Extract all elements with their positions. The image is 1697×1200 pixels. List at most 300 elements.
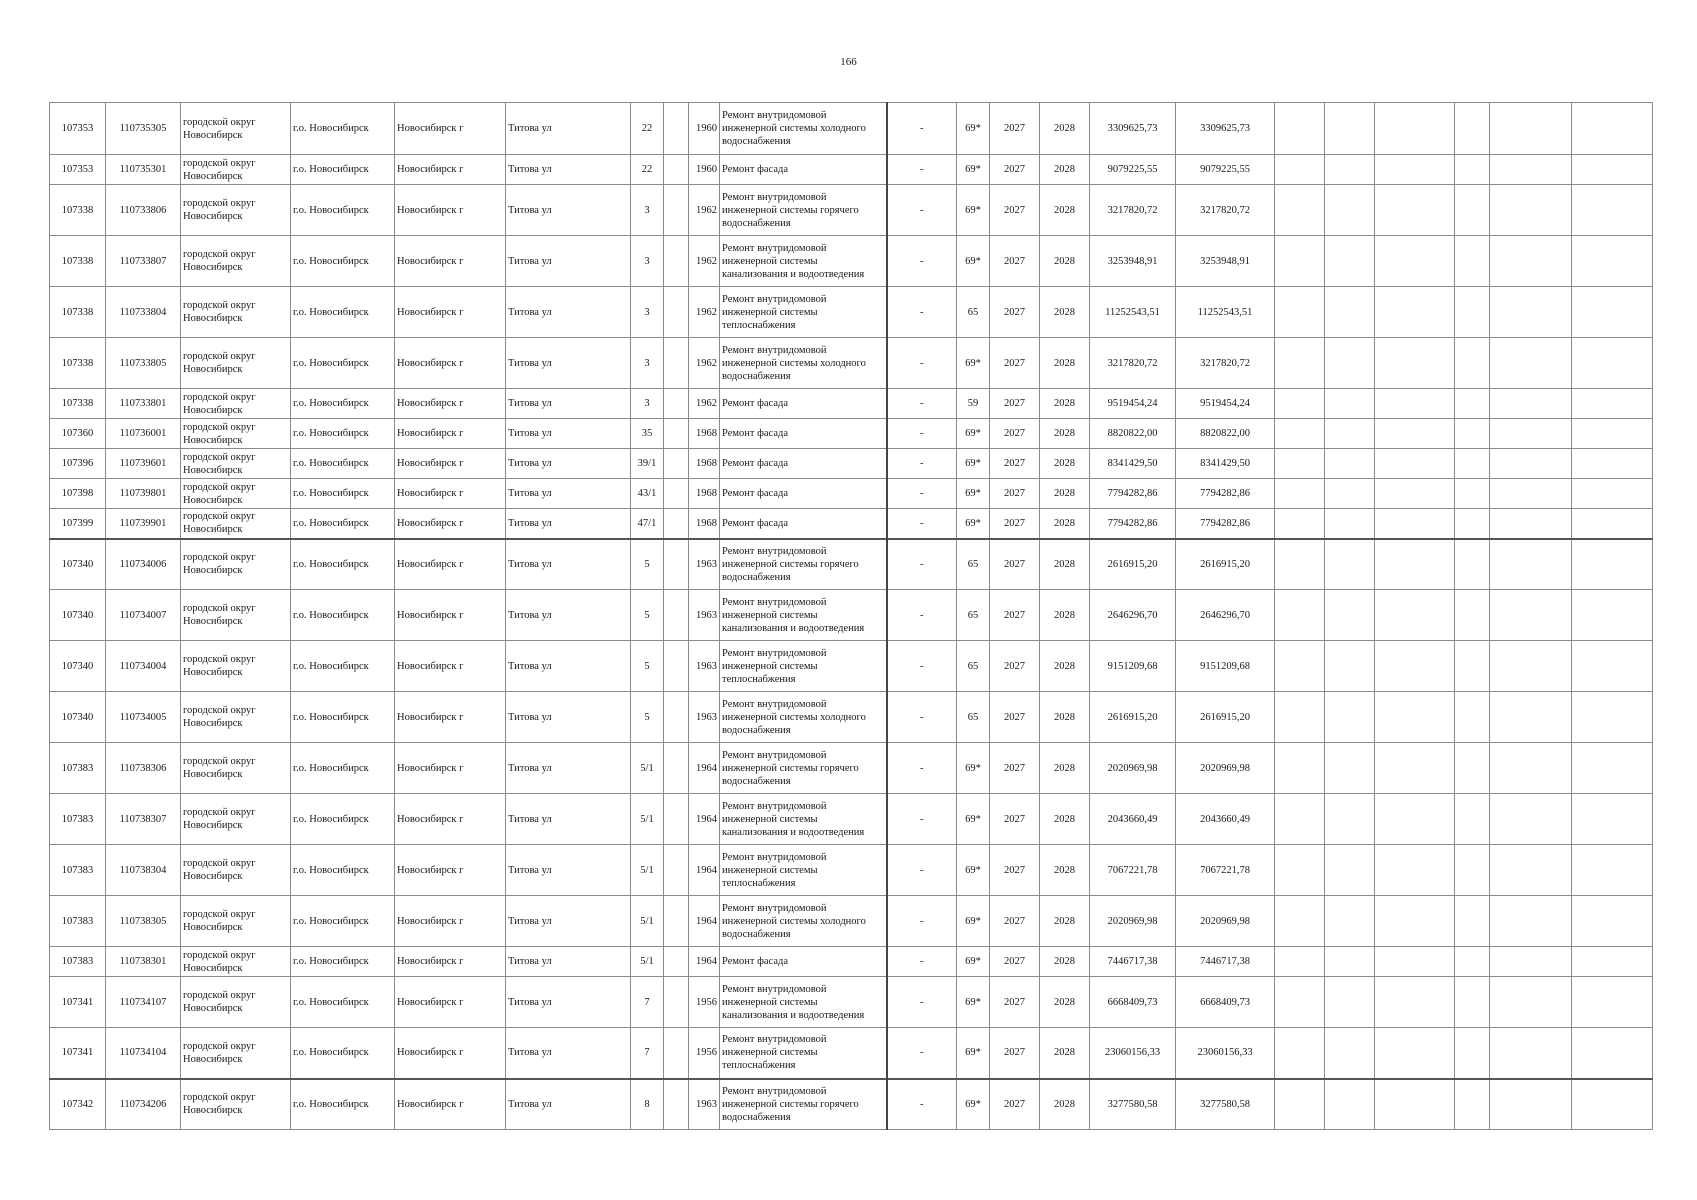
row-year-end: 2028 — [1040, 419, 1090, 449]
row-empty-cell — [1455, 692, 1490, 743]
row-municipality: городской округ Новосибирск — [181, 287, 291, 338]
row-year-start: 2027 — [990, 103, 1040, 155]
row-empty-cell — [1375, 539, 1455, 590]
row-empty-cell — [1275, 539, 1325, 590]
row-cost-total: 9079225,55 — [1090, 155, 1176, 185]
row-cost-fund: 7446717,38 — [1176, 947, 1275, 977]
row-house: 7 — [631, 1028, 664, 1079]
row-work: Ремонт внутридомовой инженерной системы холодного водоснабжения — [720, 103, 887, 155]
row-work: Ремонт внутридомовой инженерной системы теплоснабжения — [720, 845, 887, 896]
row-district: г.о. Новосибирск — [291, 185, 395, 236]
row-house: 8 — [631, 1079, 664, 1130]
row-work: Ремонт фасада — [720, 389, 887, 419]
row-street: Титова ул — [506, 419, 631, 449]
row-municipality: городской округ Новосибирск — [181, 103, 291, 155]
row-district: г.о. Новосибирск — [291, 794, 395, 845]
row-empty-cell — [1375, 509, 1455, 539]
table-row — [50, 539, 1653, 590]
row-cost-total: 7446717,38 — [1090, 947, 1176, 977]
row-cost-total: 3309625,73 — [1090, 103, 1176, 155]
row-empty-cell — [1325, 692, 1375, 743]
row-district: г.о. Новосибирск — [291, 479, 395, 509]
row-wear: 69* — [957, 896, 990, 947]
row-empty-cell — [1375, 692, 1455, 743]
row-empty-cell — [1490, 155, 1572, 185]
row-cost-fund: 11252543,51 — [1176, 287, 1275, 338]
table-row — [50, 641, 1653, 692]
row-wear: 59 — [957, 389, 990, 419]
row-empty-cell — [1572, 389, 1653, 419]
row-empty-cell — [1375, 185, 1455, 236]
row-dash: - — [887, 1079, 957, 1130]
row-municipality: городской округ Новосибирск — [181, 479, 291, 509]
row-korpus — [664, 692, 689, 743]
row-year-start: 2027 — [990, 590, 1040, 641]
row-code: 107342 — [50, 1079, 106, 1130]
row-dash: - — [887, 743, 957, 794]
row-code: 107399 — [50, 509, 106, 539]
row-empty-cell — [1455, 947, 1490, 977]
row-municipality: городской округ Новосибирск — [181, 185, 291, 236]
row-work: Ремонт внутридомовой инженерной системы канализования и водоотведения — [720, 794, 887, 845]
row-dash: - — [887, 479, 957, 509]
row-dash: - — [887, 449, 957, 479]
row-house: 3 — [631, 338, 664, 389]
row-dash: - — [887, 641, 957, 692]
row-object-id: 110734006 — [106, 539, 181, 590]
row-empty-cell — [1455, 103, 1490, 155]
row-work: Ремонт внутридомовой инженерной системы холодного водоснабжения — [720, 338, 887, 389]
row-district: г.о. Новосибирск — [291, 692, 395, 743]
row-year: 1968 — [689, 419, 720, 449]
table-row — [50, 236, 1653, 287]
row-empty-cell — [1572, 236, 1653, 287]
row-city: Новосибирск г — [395, 896, 506, 947]
row-cost-total: 7794282,86 — [1090, 479, 1176, 509]
row-district: г.о. Новосибирск — [291, 1028, 395, 1079]
row-cost-total: 2616915,20 — [1090, 539, 1176, 590]
row-street: Титова ул — [506, 338, 631, 389]
row-empty-cell — [1325, 641, 1375, 692]
row-code: 107341 — [50, 977, 106, 1028]
row-cost-fund: 3217820,72 — [1176, 338, 1275, 389]
row-city: Новосибирск г — [395, 692, 506, 743]
row-street: Титова ул — [506, 692, 631, 743]
row-korpus — [664, 103, 689, 155]
row-city: Новосибирск г — [395, 743, 506, 794]
row-empty-cell — [1572, 509, 1653, 539]
row-empty-cell — [1455, 794, 1490, 845]
row-year: 1962 — [689, 338, 720, 389]
row-district: г.о. Новосибирск — [291, 419, 395, 449]
row-code: 107338 — [50, 236, 106, 287]
row-year-start: 2027 — [990, 692, 1040, 743]
row-empty-cell — [1275, 509, 1325, 539]
row-street: Титова ул — [506, 185, 631, 236]
row-year-start: 2027 — [990, 287, 1040, 338]
row-empty-cell — [1455, 479, 1490, 509]
row-year: 1956 — [689, 1028, 720, 1079]
row-object-id: 110738307 — [106, 794, 181, 845]
row-empty-cell — [1490, 287, 1572, 338]
row-dash: - — [887, 338, 957, 389]
row-object-id: 110734104 — [106, 1028, 181, 1079]
row-empty-cell — [1275, 845, 1325, 896]
row-object-id: 110739801 — [106, 479, 181, 509]
row-wear: 69* — [957, 509, 990, 539]
row-empty-cell — [1375, 1028, 1455, 1079]
row-cost-fund: 7067221,78 — [1176, 845, 1275, 896]
row-year-end: 2028 — [1040, 287, 1090, 338]
row-street: Титова ул — [506, 977, 631, 1028]
row-dash: - — [887, 185, 957, 236]
row-empty-cell — [1325, 896, 1375, 947]
row-year-start: 2027 — [990, 743, 1040, 794]
row-year: 1963 — [689, 590, 720, 641]
row-empty-cell — [1375, 1079, 1455, 1130]
row-empty-cell — [1275, 479, 1325, 509]
row-empty-cell — [1572, 155, 1653, 185]
row-cost-total: 2616915,20 — [1090, 692, 1176, 743]
row-district: г.о. Новосибирск — [291, 155, 395, 185]
row-empty-cell — [1275, 977, 1325, 1028]
row-empty-cell — [1490, 509, 1572, 539]
row-cost-fund: 8820822,00 — [1176, 419, 1275, 449]
row-municipality: городской округ Новосибирск — [181, 236, 291, 287]
row-city: Новосибирск г — [395, 845, 506, 896]
row-year-start: 2027 — [990, 977, 1040, 1028]
row-cost-fund: 3217820,72 — [1176, 185, 1275, 236]
row-cost-fund: 3253948,91 — [1176, 236, 1275, 287]
row-year-start: 2027 — [990, 479, 1040, 509]
row-empty-cell — [1375, 590, 1455, 641]
row-empty-cell — [1325, 185, 1375, 236]
row-city: Новосибирск г — [395, 509, 506, 539]
row-empty-cell — [1490, 236, 1572, 287]
table-row — [50, 896, 1653, 947]
row-cost-fund: 9151209,68 — [1176, 641, 1275, 692]
row-street: Титова ул — [506, 287, 631, 338]
row-wear: 69* — [957, 1028, 990, 1079]
row-work: Ремонт фасада — [720, 419, 887, 449]
row-empty-cell — [1375, 641, 1455, 692]
row-empty-cell — [1375, 236, 1455, 287]
row-municipality: городской округ Новосибирск — [181, 845, 291, 896]
row-work: Ремонт внутридомовой инженерной системы горячего водоснабжения — [720, 1079, 887, 1130]
row-cost-fund: 2646296,70 — [1176, 590, 1275, 641]
row-work: Ремонт внутридомовой инженерной системы канализования и водоотведения — [720, 977, 887, 1028]
row-code: 107396 — [50, 449, 106, 479]
row-object-id: 110734206 — [106, 1079, 181, 1130]
table-row — [50, 185, 1653, 236]
row-code: 107383 — [50, 896, 106, 947]
row-code: 107353 — [50, 155, 106, 185]
table-row — [50, 845, 1653, 896]
row-house: 5 — [631, 692, 664, 743]
row-empty-cell — [1490, 389, 1572, 419]
row-work: Ремонт внутридомовой инженерной системы канализования и водоотведения — [720, 590, 887, 641]
row-house: 5/1 — [631, 896, 664, 947]
row-city: Новосибирск г — [395, 338, 506, 389]
row-house: 3 — [631, 287, 664, 338]
row-empty-cell — [1325, 1079, 1375, 1130]
row-street: Титова ул — [506, 236, 631, 287]
row-empty-cell — [1455, 590, 1490, 641]
row-municipality: городской округ Новосибирск — [181, 1028, 291, 1079]
row-empty-cell — [1325, 947, 1375, 977]
row-municipality: городской округ Новосибирск — [181, 794, 291, 845]
row-work: Ремонт фасада — [720, 155, 887, 185]
row-cost-total: 2043660,49 — [1090, 794, 1176, 845]
row-empty-cell — [1375, 743, 1455, 794]
row-object-id: 110739901 — [106, 509, 181, 539]
row-year: 1960 — [689, 155, 720, 185]
row-object-id: 110733806 — [106, 185, 181, 236]
row-cost-fund: 9079225,55 — [1176, 155, 1275, 185]
row-cost-total: 3217820,72 — [1090, 185, 1176, 236]
row-empty-cell — [1275, 692, 1325, 743]
row-year-start: 2027 — [990, 389, 1040, 419]
row-object-id: 110733801 — [106, 389, 181, 419]
row-wear: 69* — [957, 338, 990, 389]
row-object-id: 110738301 — [106, 947, 181, 977]
table-body — [50, 103, 1653, 1130]
row-wear: 65 — [957, 590, 990, 641]
row-city: Новосибирск г — [395, 185, 506, 236]
row-city: Новосибирск г — [395, 947, 506, 977]
row-cost-total: 6668409,73 — [1090, 977, 1176, 1028]
row-empty-cell — [1490, 539, 1572, 590]
page-number: 166 — [840, 56, 857, 68]
row-empty-cell — [1325, 479, 1375, 509]
row-code: 107338 — [50, 185, 106, 236]
row-year: 1964 — [689, 794, 720, 845]
row-house: 3 — [631, 185, 664, 236]
row-empty-cell — [1455, 845, 1490, 896]
row-empty-cell — [1325, 845, 1375, 896]
table-row — [50, 155, 1653, 185]
row-empty-cell — [1325, 338, 1375, 389]
row-street: Титова ул — [506, 590, 631, 641]
row-dash: - — [887, 590, 957, 641]
row-district: г.о. Новосибирск — [291, 1079, 395, 1130]
row-dash: - — [887, 794, 957, 845]
row-empty-cell — [1490, 185, 1572, 236]
row-year-end: 2028 — [1040, 449, 1090, 479]
row-object-id: 110736001 — [106, 419, 181, 449]
row-house: 47/1 — [631, 509, 664, 539]
row-empty-cell — [1455, 287, 1490, 338]
row-year-end: 2028 — [1040, 103, 1090, 155]
row-empty-cell — [1572, 539, 1653, 590]
table-row — [50, 590, 1653, 641]
row-work: Ремонт внутридомовой инженерной системы теплоснабжения — [720, 641, 887, 692]
row-district: г.о. Новосибирск — [291, 509, 395, 539]
row-year-start: 2027 — [990, 794, 1040, 845]
row-korpus — [664, 794, 689, 845]
row-year-end: 2028 — [1040, 509, 1090, 539]
row-year-end: 2028 — [1040, 389, 1090, 419]
row-year: 1962 — [689, 236, 720, 287]
row-municipality: городской округ Новосибирск — [181, 338, 291, 389]
row-house: 3 — [631, 389, 664, 419]
row-year-start: 2027 — [990, 338, 1040, 389]
row-municipality: городской округ Новосибирск — [181, 1079, 291, 1130]
row-empty-cell — [1375, 419, 1455, 449]
row-code: 107383 — [50, 794, 106, 845]
row-cost-fund: 7794282,86 — [1176, 479, 1275, 509]
row-municipality: городской округ Новосибирск — [181, 449, 291, 479]
row-city: Новосибирск г — [395, 590, 506, 641]
row-empty-cell — [1325, 794, 1375, 845]
row-city: Новосибирск г — [395, 794, 506, 845]
row-work: Ремонт внутридомовой инженерной системы горячего водоснабжения — [720, 539, 887, 590]
row-year-start: 2027 — [990, 509, 1040, 539]
row-empty-cell — [1325, 1028, 1375, 1079]
row-street: Титова ул — [506, 509, 631, 539]
row-street: Титова ул — [506, 743, 631, 794]
row-municipality: городской округ Новосибирск — [181, 641, 291, 692]
row-empty-cell — [1275, 419, 1325, 449]
row-object-id: 110734107 — [106, 977, 181, 1028]
row-empty-cell — [1275, 236, 1325, 287]
table-row — [50, 947, 1653, 977]
row-district: г.о. Новосибирск — [291, 539, 395, 590]
row-empty-cell — [1375, 896, 1455, 947]
row-empty-cell — [1490, 419, 1572, 449]
row-empty-cell — [1455, 641, 1490, 692]
row-cost-fund: 2616915,20 — [1176, 692, 1275, 743]
row-empty-cell — [1490, 947, 1572, 977]
row-city: Новосибирск г — [395, 1079, 506, 1130]
row-district: г.о. Новосибирск — [291, 338, 395, 389]
row-year-end: 2028 — [1040, 236, 1090, 287]
row-empty-cell — [1325, 977, 1375, 1028]
row-empty-cell — [1325, 155, 1375, 185]
row-empty-cell — [1275, 743, 1325, 794]
row-city: Новосибирск г — [395, 539, 506, 590]
row-cost-fund: 23060156,33 — [1176, 1028, 1275, 1079]
row-district: г.о. Новосибирск — [291, 947, 395, 977]
row-korpus — [664, 389, 689, 419]
row-empty-cell — [1572, 1028, 1653, 1079]
row-wear: 69* — [957, 419, 990, 449]
row-cost-total: 11252543,51 — [1090, 287, 1176, 338]
row-empty-cell — [1275, 947, 1325, 977]
row-korpus — [664, 185, 689, 236]
row-city: Новосибирск г — [395, 155, 506, 185]
row-empty-cell — [1490, 1028, 1572, 1079]
row-year-start: 2027 — [990, 539, 1040, 590]
row-empty-cell — [1572, 590, 1653, 641]
row-year-start: 2027 — [990, 419, 1040, 449]
row-empty-cell — [1572, 1079, 1653, 1130]
row-empty-cell — [1455, 389, 1490, 419]
row-empty-cell — [1572, 287, 1653, 338]
row-year-start: 2027 — [990, 1028, 1040, 1079]
row-empty-cell — [1375, 794, 1455, 845]
row-house: 3 — [631, 236, 664, 287]
row-object-id: 110734004 — [106, 641, 181, 692]
row-year: 1956 — [689, 977, 720, 1028]
row-dash: - — [887, 845, 957, 896]
row-year: 1962 — [689, 185, 720, 236]
row-street: Титова ул — [506, 103, 631, 155]
row-city: Новосибирск г — [395, 641, 506, 692]
row-year: 1964 — [689, 896, 720, 947]
row-korpus — [664, 539, 689, 590]
row-dash: - — [887, 509, 957, 539]
row-dash: - — [887, 419, 957, 449]
row-year: 1964 — [689, 845, 720, 896]
row-empty-cell — [1455, 1079, 1490, 1130]
row-empty-cell — [1455, 338, 1490, 389]
row-year: 1964 — [689, 743, 720, 794]
row-year-end: 2028 — [1040, 338, 1090, 389]
row-year-start: 2027 — [990, 641, 1040, 692]
row-code: 107360 — [50, 419, 106, 449]
row-wear: 69* — [957, 1079, 990, 1130]
row-city: Новосибирск г — [395, 389, 506, 419]
row-empty-cell — [1490, 479, 1572, 509]
row-municipality: городской округ Новосибирск — [181, 896, 291, 947]
row-empty-cell — [1455, 155, 1490, 185]
row-year: 1962 — [689, 287, 720, 338]
row-year: 1964 — [689, 947, 720, 977]
table-row — [50, 743, 1653, 794]
row-empty-cell — [1325, 743, 1375, 794]
row-empty-cell — [1275, 389, 1325, 419]
row-empty-cell — [1375, 287, 1455, 338]
row-code: 107341 — [50, 1028, 106, 1079]
row-district: г.о. Новосибирск — [291, 845, 395, 896]
row-wear: 65 — [957, 539, 990, 590]
row-object-id: 110733804 — [106, 287, 181, 338]
row-municipality: городской округ Новосибирск — [181, 590, 291, 641]
row-code: 107383 — [50, 947, 106, 977]
row-dash: - — [887, 236, 957, 287]
row-empty-cell — [1455, 1028, 1490, 1079]
row-year-end: 2028 — [1040, 947, 1090, 977]
row-empty-cell — [1325, 103, 1375, 155]
row-dash: - — [887, 977, 957, 1028]
row-code: 107340 — [50, 641, 106, 692]
row-house: 5/1 — [631, 794, 664, 845]
row-street: Титова ул — [506, 479, 631, 509]
row-object-id: 110735305 — [106, 103, 181, 155]
row-object-id: 110733805 — [106, 338, 181, 389]
row-empty-cell — [1375, 947, 1455, 977]
row-empty-cell — [1572, 743, 1653, 794]
row-empty-cell — [1275, 1079, 1325, 1130]
row-korpus — [664, 641, 689, 692]
row-code: 107338 — [50, 389, 106, 419]
row-empty-cell — [1375, 155, 1455, 185]
row-year-end: 2028 — [1040, 539, 1090, 590]
row-house: 5/1 — [631, 743, 664, 794]
row-district: г.о. Новосибирск — [291, 743, 395, 794]
row-year-end: 2028 — [1040, 845, 1090, 896]
row-empty-cell — [1275, 185, 1325, 236]
row-work: Ремонт фасада — [720, 509, 887, 539]
row-wear: 69* — [957, 977, 990, 1028]
table-row — [50, 1028, 1653, 1079]
row-korpus — [664, 236, 689, 287]
row-year-end: 2028 — [1040, 1079, 1090, 1130]
row-code: 107383 — [50, 845, 106, 896]
row-house: 5 — [631, 539, 664, 590]
row-street: Титова ул — [506, 389, 631, 419]
